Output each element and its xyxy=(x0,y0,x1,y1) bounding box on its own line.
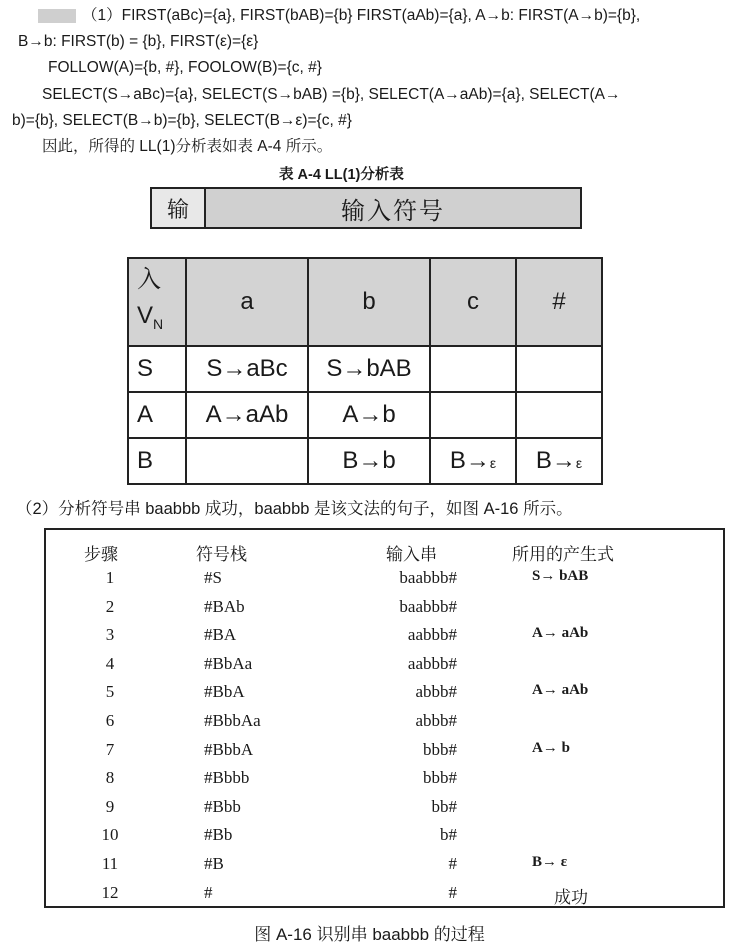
trace-step: 8 xyxy=(105,768,115,788)
trace-production: A→ aAb xyxy=(532,682,589,699)
trace-row xyxy=(46,768,723,796)
trace-stack: #B xyxy=(204,854,224,873)
ll1-table xyxy=(127,257,603,485)
trace-header-step: 步骤 xyxy=(84,545,118,565)
cell-A-b: A→b xyxy=(308,392,430,438)
col-header-b: b xyxy=(308,258,430,346)
trace-input: baabbb# xyxy=(399,568,457,587)
cell-S-hash xyxy=(516,346,602,392)
trace-input: abbb# xyxy=(415,711,457,730)
corner-bottom: $V_N$ xyxy=(137,302,164,332)
trace-production: A→ aAb xyxy=(532,625,589,642)
trace-input: b# xyxy=(440,825,457,845)
trace-input: aabbb# xyxy=(407,625,457,645)
trace-input: # xyxy=(448,882,457,902)
figure-caption: 图 A-16 识别串 baabbb 的过程 xyxy=(254,925,485,944)
cell-A-c xyxy=(430,392,516,438)
blurred-mark xyxy=(38,9,76,23)
table-caption: 表 A-4 LL(1)分析表 xyxy=(279,167,404,183)
cell-B-c: B→ε xyxy=(430,438,516,484)
cell-A-hash xyxy=(516,392,602,438)
trace-step: 6 xyxy=(105,711,115,730)
trace-step: 5 xyxy=(105,682,115,702)
trace-input: aabbb# xyxy=(407,653,457,673)
trace-header-row xyxy=(46,540,723,568)
row-nt: B xyxy=(128,438,186,484)
row-nt: S xyxy=(128,346,186,392)
trace-input: bbb# xyxy=(423,739,457,759)
para1-line6: 因此，所得的 LL(1)分析表如表 A-4 所示。 xyxy=(42,138,333,155)
trace-step: 1 xyxy=(105,568,115,587)
para1-line5: b)={b}, SELECT(B→b)={b}, SELECT(B→ε)={c, #} xyxy=(12,112,352,129)
trace-row xyxy=(46,797,723,825)
col-header-c: c xyxy=(430,258,516,346)
header-left-cell: 输 xyxy=(152,189,206,227)
trace-input: bb# xyxy=(431,796,457,816)
cell-A-a: A→aAb xyxy=(186,392,308,438)
para1-line3: FOLLOW(A)={b, #}, FOOLOW(B)={c, #} xyxy=(48,59,322,76)
trace-stack: #BbbA xyxy=(204,739,254,759)
trace-step: 7 xyxy=(105,739,115,759)
trace-step: 4 xyxy=(105,653,115,673)
trace-stack: #Bbbb xyxy=(204,768,250,788)
trace-stack: #Bbb xyxy=(204,796,241,816)
trace-row xyxy=(46,854,723,882)
trace-row xyxy=(46,597,723,625)
trace-input: baabbb# xyxy=(399,596,457,616)
cell-S-b: S→bAB xyxy=(308,346,430,392)
para1-line1-text: （1）FIRST(aBc)={a}, FIRST(bAB)={b} FIRST(aAb)={a}, A→b: FIRST(A→b)={b}, xyxy=(82,7,641,24)
trace-row xyxy=(46,825,723,853)
col-header-a: a xyxy=(186,258,308,346)
trace-input: abbb# xyxy=(415,682,457,702)
corner-cell xyxy=(128,258,186,346)
para1-line1 xyxy=(38,6,640,26)
row-nt: A xyxy=(128,392,186,438)
trace-step: 11 xyxy=(101,854,119,873)
trace-stack: #S xyxy=(204,568,222,587)
trace-stack: #BA xyxy=(204,625,237,645)
ll1-row-S xyxy=(128,346,602,392)
trace-step: 3 xyxy=(105,625,115,645)
trace-stack: # xyxy=(204,882,213,902)
trace-stack: #BAb xyxy=(204,596,245,616)
cell-S-c xyxy=(430,346,516,392)
trace-row xyxy=(46,711,723,739)
header-right-cell: 输入符号 xyxy=(341,197,445,225)
para1-line4: SELECT(S→aBc)={a}, SELECT(S→bAB) ={b}, SELECT(A→aAb)={a}, SELECT(A→ xyxy=(42,86,621,103)
trace-row xyxy=(46,740,723,768)
para1-line2: B→b: FIRST(b) = {b}, FIRST(ε)={ε} xyxy=(18,33,259,50)
cell-B-hash: B→ε xyxy=(516,438,602,484)
col-header-hash: # xyxy=(516,258,602,346)
trace-row xyxy=(46,682,723,710)
trace-production: A→ b xyxy=(532,739,570,756)
trace-step: 12 xyxy=(101,882,119,902)
trace-stack: #BbA xyxy=(204,682,245,702)
trace-step: 9 xyxy=(105,796,115,816)
ll1-header-row xyxy=(128,258,602,346)
trace-row xyxy=(46,625,723,653)
trace-stack: #BbbAa xyxy=(204,711,261,730)
trace-input: bbb# xyxy=(423,768,457,788)
trace-input: # xyxy=(448,854,457,873)
trace-table xyxy=(44,528,725,908)
cell-B-b: B→b xyxy=(308,438,430,484)
trace-header-stack: 符号栈 xyxy=(196,545,247,565)
trace-stack: #BbAa xyxy=(204,653,253,673)
trace-header-input: 输入串 xyxy=(386,545,437,565)
cell-S-a: S→aBc xyxy=(186,346,308,392)
ll1-row-B xyxy=(128,438,602,484)
para2: （2）分析符号串 baabbb 成功，baabbb 是该文法的句子，如图 A-16 所示。 xyxy=(16,500,573,518)
trace-production: B→ ε xyxy=(532,854,568,870)
trace-production: 成功 xyxy=(554,887,588,907)
input-symbol-header xyxy=(150,187,582,229)
trace-row xyxy=(46,883,723,911)
corner-top: 入 xyxy=(137,266,161,294)
trace-step: 2 xyxy=(105,596,115,616)
trace-row xyxy=(46,654,723,682)
ll1-row-A xyxy=(128,392,602,438)
cell-B-a xyxy=(186,438,308,484)
trace-production: S→ bAB xyxy=(532,568,589,584)
trace-row xyxy=(46,568,723,596)
trace-step: 10 xyxy=(101,825,119,845)
trace-stack: #Bb xyxy=(204,825,233,845)
trace-header-production: 所用的产生式 xyxy=(512,545,614,565)
